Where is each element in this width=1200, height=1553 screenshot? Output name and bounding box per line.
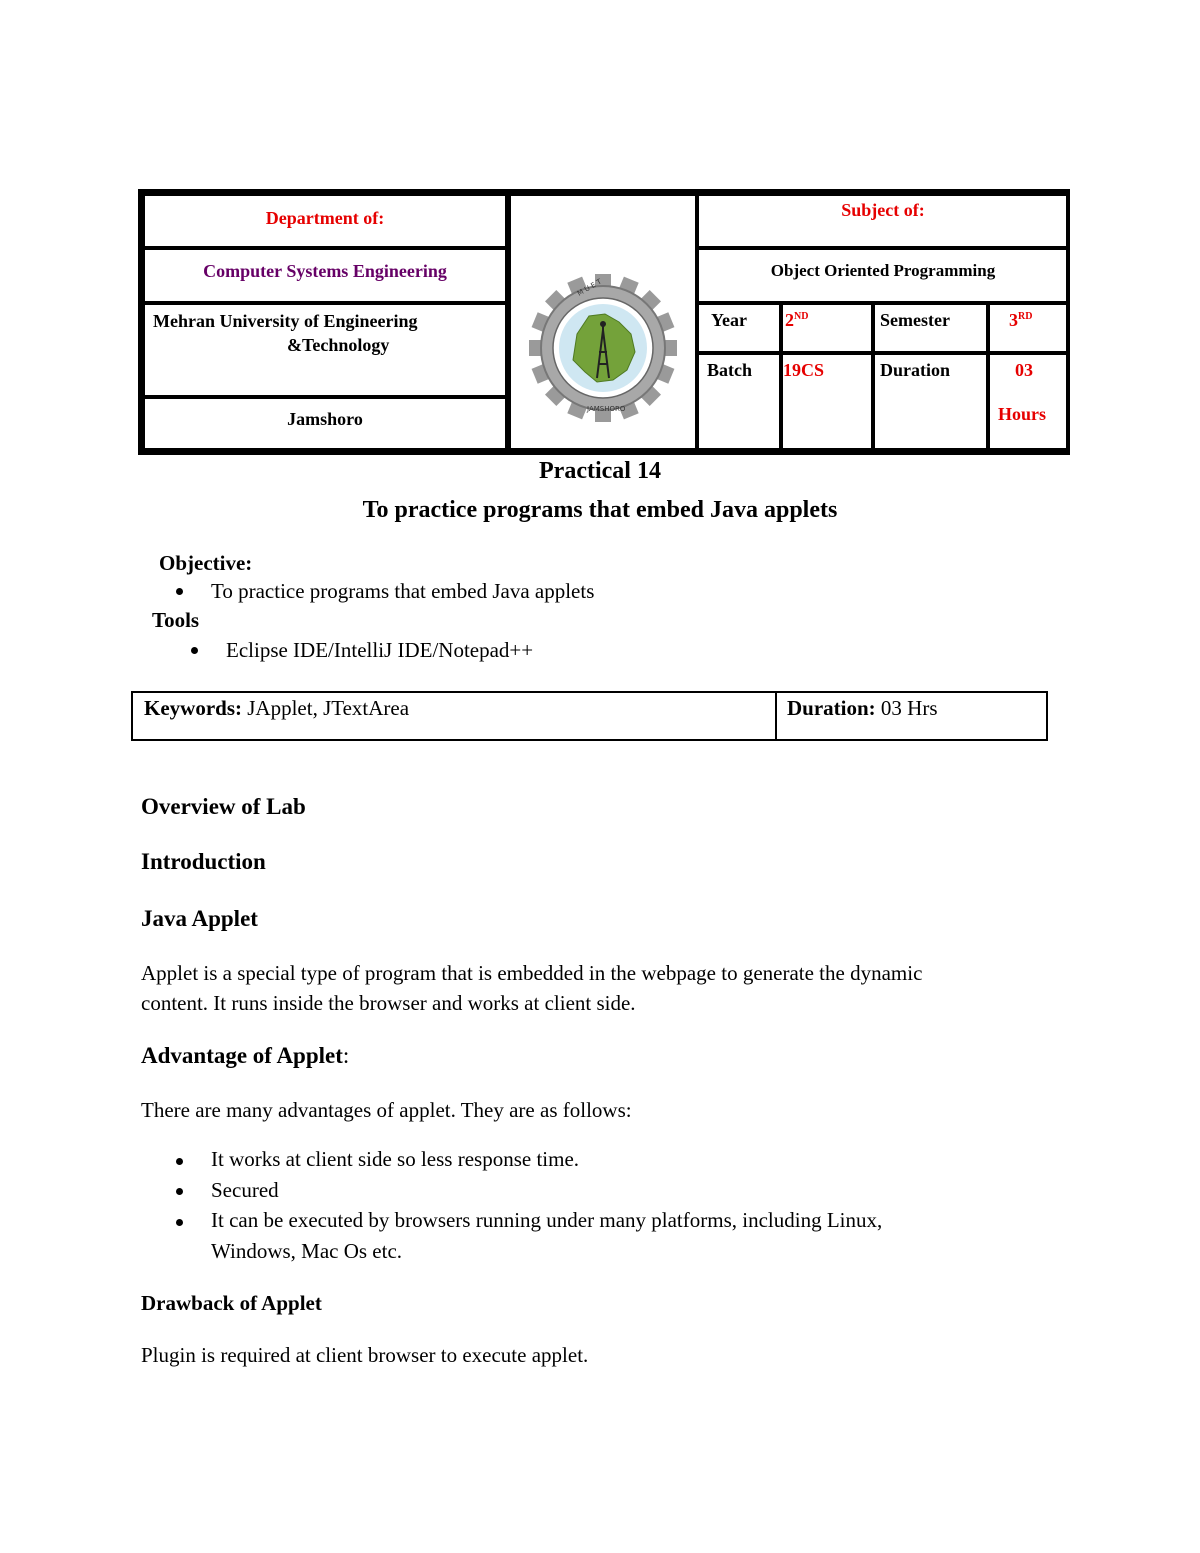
keywords-divider — [775, 691, 777, 741]
kw-duration-value: 03 Hrs — [875, 696, 938, 720]
year-label-cell — [696, 302, 782, 354]
duration-label-cell — [872, 352, 990, 451]
tools-item: Eclipse IDE/IntelliJ IDE/Notepad++ — [226, 638, 534, 662]
department-label: Department of: — [265, 208, 385, 228]
introduction-heading: Introduction — [141, 849, 266, 874]
keywords-cell — [144, 696, 409, 721]
university-line1: Mehran University of Engineering — [153, 311, 418, 331]
subject-name-cell — [696, 247, 1070, 304]
kw-duration-label: Duration: — [787, 696, 876, 720]
year-label: Year — [711, 310, 747, 330]
semester-label-cell — [872, 302, 990, 354]
university-line2: &Technology — [287, 335, 390, 355]
batch-label: Batch — [707, 360, 752, 380]
duration-value-line2: Hours — [998, 404, 1047, 424]
city: Jamshoro — [287, 409, 363, 429]
drawback-para: Plugin is required at client browser to execute applet. — [141, 1343, 589, 1367]
svg-text:M U E T: M U E T — [576, 277, 603, 298]
department-label-cell — [142, 193, 508, 249]
advantage-item-3: It can be executed by browsers running under many platforms, including Linux, — [211, 1208, 883, 1232]
practical-number: Practical 14 — [539, 458, 661, 484]
year-value: 2ND — [785, 310, 809, 330]
svg-text:JAMSHORO: JAMSHORO — [587, 405, 626, 413]
duration-value-cell — [986, 352, 1070, 451]
subject-label: Subject of: — [841, 200, 925, 220]
tools-label: Tools — [152, 608, 200, 632]
practical-title: To practice programs that embed Java applets — [362, 497, 838, 523]
objective-label: Objective: — [159, 551, 253, 575]
semester-value: 3RD — [1009, 310, 1033, 330]
overview-heading: Overview of Lab — [141, 794, 306, 819]
university-seal-logo-icon — [527, 272, 679, 424]
department-name: Computer Systems Engineering — [203, 261, 447, 281]
keywords-value: JApplet, JTextArea — [242, 696, 410, 720]
subject-name: Object Oriented Programming — [770, 261, 996, 280]
advantage-heading: Advantage of Applet: — [141, 1043, 350, 1068]
logo-cell — [508, 193, 698, 451]
objective-bullet — [176, 588, 183, 595]
keywords-label: Keywords: — [144, 696, 242, 720]
java-applet-para-line2: content. It runs inside the browser and works at client side. — [141, 991, 636, 1015]
year-value-cell — [780, 302, 874, 354]
java-applet-para-line1: Applet is a special type of program that is embedded in the webpage to generate the dynamic — [141, 961, 923, 985]
semester-label: Semester — [880, 310, 950, 330]
advantage-intro: There are many advantages of applet. They are as follows: — [141, 1098, 632, 1122]
duration-cell — [787, 696, 938, 721]
advantage-bullet-2 — [176, 1188, 183, 1195]
java-applet-heading: Java Applet — [141, 906, 258, 931]
batch-value: 19CS — [783, 360, 825, 380]
advantage-item-3-cont: Windows, Mac Os etc. — [211, 1239, 403, 1263]
duration-label: Duration — [880, 360, 951, 380]
drawback-heading: Drawback of Applet — [141, 1291, 322, 1315]
semester-value-cell — [986, 302, 1070, 354]
subject-label-cell — [696, 193, 1070, 249]
city-cell — [142, 396, 508, 451]
advantage-item-2: Secured — [211, 1178, 279, 1202]
advantage-bullet-3 — [176, 1219, 183, 1226]
advantage-bullet-1 — [176, 1158, 183, 1165]
department-name-cell — [142, 247, 508, 304]
tools-bullet — [191, 647, 198, 654]
university-cell — [142, 302, 508, 398]
advantage-item-1: It works at client side so less response time. — [211, 1147, 580, 1171]
duration-value-line1: 03 — [1015, 360, 1033, 380]
objective-item: To practice programs that embed Java applets — [211, 579, 595, 603]
batch-value-cell — [780, 352, 874, 451]
batch-label-cell — [696, 352, 782, 451]
